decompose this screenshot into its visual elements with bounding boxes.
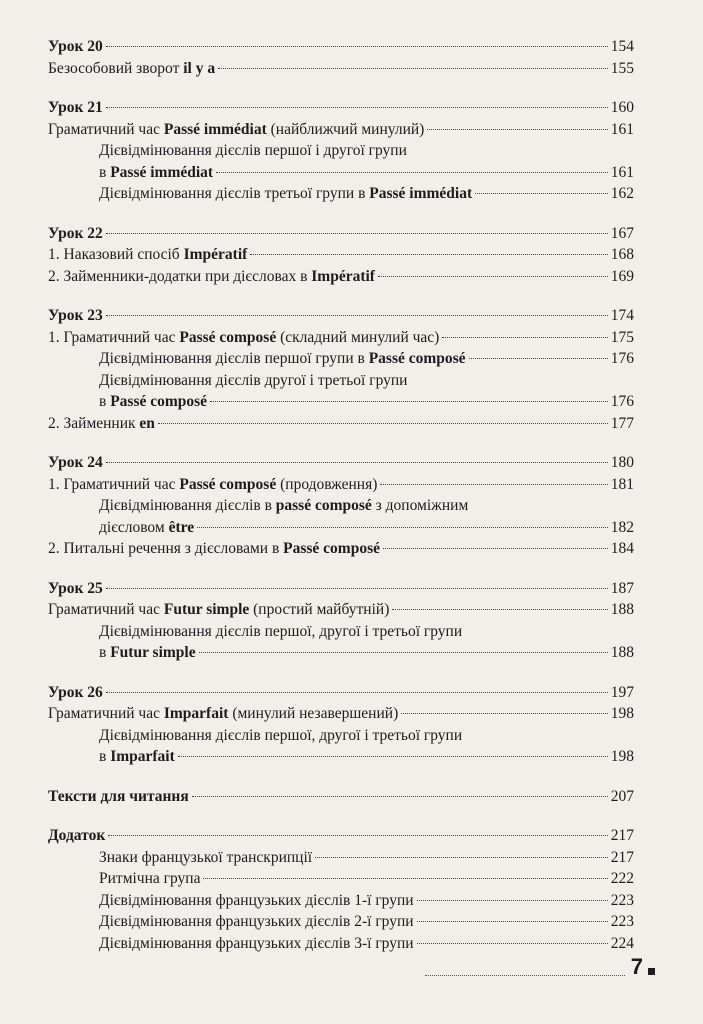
toc-page-number: 182: [610, 518, 634, 536]
toc-lesson-heading: [48, 825, 634, 847]
toc-page-number: 161: [610, 163, 634, 181]
toc-section: [48, 36, 634, 79]
toc-dot-leader: [315, 857, 608, 858]
toc-entry: [48, 327, 634, 349]
toc-entry-title: [48, 703, 398, 725]
toc-entry-title: [48, 327, 439, 349]
toc-dot-leader: [442, 337, 607, 338]
toc-entry: [48, 495, 634, 517]
toc-page-number: 198: [610, 748, 634, 765]
toc-dot-leader: [216, 172, 608, 173]
toc-dot-leader: [417, 900, 608, 901]
toc-entry-title: [99, 495, 468, 517]
toc-entry-text: в: [99, 163, 111, 181]
toc-entry: [48, 183, 634, 205]
toc-dot-leader: [158, 423, 608, 424]
toc-entry-text: 1. Граматичний час: [48, 475, 180, 493]
toc-entry-text: Дієвідмінювання дієслів першої, другої і третьої групи: [99, 622, 463, 640]
toc-entry-text: 2. Займенник: [48, 414, 140, 432]
toc-entry-text: Дієвідмінювання дієслів третьої групи в: [99, 185, 370, 202]
toc-entry-title: [99, 517, 194, 539]
toc-entry: [48, 391, 634, 413]
toc-entry: [48, 868, 634, 890]
toc-section: [48, 578, 634, 664]
toc-page-number: 175: [610, 328, 634, 346]
toc-entry-title: [48, 474, 377, 496]
toc-entry-title: [99, 140, 407, 162]
toc-page-number: 217: [610, 848, 634, 866]
toc-entry-text: Урок 24: [48, 454, 103, 471]
toc-lesson-heading: [48, 786, 634, 808]
toc-page-number: 187: [610, 579, 634, 597]
toc-dot-leader: [106, 46, 608, 47]
toc-entry: [48, 642, 634, 664]
toc-entry-text: 2. Займенники-додатки при дієсловах в: [48, 267, 312, 285]
toc-page-number: 184: [610, 540, 634, 557]
toc-entry-title: [48, 682, 103, 704]
toc-lesson-heading: [48, 682, 634, 704]
toc-entry-title: [99, 162, 213, 184]
toc-entry-title: [48, 97, 103, 119]
toc-entry-title: [48, 413, 155, 435]
toc-entry-text: Додаток: [48, 827, 106, 844]
toc-dot-leader: [178, 756, 608, 757]
toc-entry: [48, 621, 634, 643]
toc-entry-text: Безособовий зворот: [48, 59, 184, 77]
toc-dot-leader: [106, 233, 608, 234]
toc-entry-text: Futur simple: [163, 601, 250, 618]
toc-dot-leader: [380, 484, 607, 485]
toc-entry-text: être: [168, 518, 195, 536]
toc-entry: [48, 140, 634, 162]
toc-dot-leader: [401, 713, 608, 714]
toc-section: [48, 825, 634, 954]
toc-entry-text: Passé composé: [283, 540, 381, 557]
toc-page-number: 217: [610, 827, 634, 844]
toc-page-number: 177: [610, 414, 634, 432]
toc-entry-text: Урок 25: [48, 579, 103, 597]
toc-entry-title: [48, 825, 105, 847]
toc-entry-title: [48, 452, 103, 474]
toc-dot-leader: [106, 462, 608, 463]
toc-entry: [48, 746, 634, 768]
toc-entry: [48, 413, 634, 435]
toc-entry: [48, 599, 634, 621]
toc-entry-text: (минулий незавершений): [228, 705, 399, 722]
toc-entry-title: [48, 244, 247, 266]
toc-entry: [48, 244, 634, 266]
toc-entry: [48, 933, 634, 955]
toc-dot-leader: [192, 796, 608, 797]
toc-dot-leader: [106, 315, 608, 316]
toc-page-number: 160: [610, 99, 634, 116]
toc-dot-leader: [106, 588, 608, 589]
toc-section: [48, 223, 634, 288]
toc-entry-title: [48, 58, 215, 80]
toc-page-number: 197: [610, 683, 634, 701]
toc-entry-title: [99, 868, 200, 890]
toc-page-number: 224: [610, 934, 634, 952]
toc-entry: [48, 517, 634, 539]
toc-entry-title: [99, 725, 462, 747]
toc-entry-text: Урок 22: [48, 224, 103, 242]
toc-entry-text: Impératif: [311, 267, 375, 285]
toc-section: [48, 682, 634, 768]
toc-section: [48, 786, 634, 808]
toc-entry-text: il y a: [183, 59, 216, 77]
toc-dot-leader: [383, 548, 608, 549]
toc-entry-title: [99, 847, 312, 869]
toc-dot-leader: [475, 193, 608, 194]
toc-entry-title: [48, 305, 103, 327]
toc-entry-text: en: [139, 414, 155, 432]
toc-entry-title: [99, 933, 414, 955]
toc-entry: [48, 725, 634, 747]
toc-entry-text: Passé immédiat: [163, 120, 267, 138]
toc-page-number: 168: [610, 246, 634, 263]
toc-entry-text: Урок 21: [48, 99, 103, 116]
toc-section: [48, 452, 634, 560]
toc-entry-text: з допоміжним: [371, 497, 469, 514]
toc-lesson-heading: [48, 36, 634, 58]
toc-dot-leader: [199, 652, 608, 653]
toc-entry: [48, 847, 634, 869]
toc-dot-leader: [469, 358, 608, 359]
toc-dot-leader: [197, 527, 608, 528]
toc-entry-text: 1. Наказовий спосіб: [48, 246, 184, 263]
toc-entry-text: Passé composé: [179, 328, 277, 346]
toc-dot-leader: [106, 692, 608, 693]
toc-entry-text: Passé composé: [368, 350, 466, 367]
toc-entry-text: Passé composé: [179, 475, 277, 493]
toc-lesson-heading: [48, 223, 634, 245]
toc-dot-leader: [108, 835, 608, 836]
toc-entry-text: Passé composé: [110, 393, 208, 410]
toc-page-number: 188: [610, 601, 634, 618]
toc-entry-text: Дієвідмінювання французьких дієслів 1-ї групи: [99, 891, 414, 909]
toc-entry-text: дієсловом: [99, 518, 169, 536]
toc-page-number: 162: [610, 185, 634, 202]
toc-entry-title: [99, 183, 472, 205]
toc-dot-leader: [427, 129, 607, 130]
toc-entry-title: [48, 578, 103, 600]
toc-entry-text: Imparfait: [110, 748, 175, 765]
toc-entry: [48, 474, 634, 496]
toc-entry-title: [99, 621, 462, 643]
toc-dot-leader: [250, 254, 607, 255]
toc-entry-text: (складний минулий час): [276, 328, 440, 346]
toc-entry-text: Знаки французької транскрипції: [99, 848, 313, 866]
toc-page-number: 176: [610, 350, 634, 367]
toc-entry: [48, 538, 634, 560]
toc-entry-text: Урок 20: [48, 38, 103, 55]
toc-entry-text: Урок 23: [48, 307, 103, 324]
toc-entry-title: [48, 36, 103, 58]
toc-page-number: 198: [610, 705, 634, 722]
page-footer: [425, 954, 655, 984]
toc-entry-text: Дієвідмінювання дієслів другої і третьої групи: [99, 371, 408, 389]
toc-dot-leader: [218, 68, 608, 69]
toc-entry-title: [99, 911, 414, 933]
toc-entry-text: Дієвідмінювання дієслів першої і другої групи: [99, 142, 407, 159]
toc-lesson-heading: [48, 97, 634, 119]
toc-page-number: 180: [610, 454, 634, 471]
toc-entry-text: в: [99, 393, 111, 410]
toc-entry-title: [48, 119, 424, 141]
toc-entry-text: Дієвідмінювання дієслів першої групи в: [99, 350, 369, 367]
toc-page-number: 188: [610, 644, 634, 661]
toc-entry-text: 1. Граматичний час: [48, 328, 180, 346]
toc-dot-leader: [417, 921, 608, 922]
page-number: 7: [630, 954, 643, 979]
toc-entry-text: Futur simple: [110, 644, 196, 661]
toc-entry-title: [99, 370, 407, 392]
table-of-contents: [48, 36, 634, 972]
toc-entry-text: (простий майбутній): [249, 601, 390, 618]
toc-lesson-heading: [48, 452, 634, 474]
toc-page-number: 161: [610, 120, 634, 138]
toc-entry: [48, 162, 634, 184]
footer-dot-leader: [425, 975, 625, 976]
toc-entry: [48, 370, 634, 392]
toc-entry-text: (найближчий минулий): [266, 120, 425, 138]
toc-entry-title: [99, 642, 196, 664]
toc-entry-title: [99, 746, 175, 768]
toc-entry-title: [48, 266, 375, 288]
toc-dot-leader: [106, 107, 608, 108]
toc-entry-text: passé composé: [275, 497, 372, 514]
toc-entry-text: Граматичний час: [48, 601, 164, 618]
toc-entry-text: в: [99, 644, 111, 661]
toc-entry-text: Урок 26: [48, 683, 103, 701]
toc-entry-text: Impératif: [183, 246, 248, 263]
toc-entry-text: Imparfait: [163, 705, 229, 722]
toc-page-number: 155: [610, 59, 634, 77]
toc-dot-leader: [392, 609, 607, 610]
toc-page-number: 174: [610, 307, 634, 324]
toc-entry-title: [99, 890, 414, 912]
toc-dot-leader: [203, 878, 607, 879]
toc-entry-title: [48, 538, 380, 560]
toc-entry-text: Граматичний час: [48, 120, 164, 138]
toc-page-number: 223: [610, 891, 634, 909]
toc-entry-title: [48, 786, 189, 808]
toc-dot-leader: [417, 943, 608, 944]
toc-entry-text: Дієвідмінювання дієслів першої, другої і третьої групи: [99, 726, 463, 744]
toc-entry-title: [48, 599, 389, 621]
toc-entry-text: (продовження): [276, 475, 378, 493]
toc-entry-text: Passé immédiat: [369, 185, 473, 202]
toc-entry-title: [99, 348, 466, 370]
toc-page-number: 167: [610, 224, 634, 242]
toc-entry-text: Дієвідмінювання французьких дієслів 3-ї групи: [99, 934, 414, 952]
toc-entry-text: в: [99, 748, 111, 765]
toc-page-number: 169: [610, 267, 634, 285]
toc-lesson-heading: [48, 305, 634, 327]
toc-entry: [48, 58, 634, 80]
toc-entry-text: Passé immédiat: [110, 163, 214, 181]
toc-entry: [48, 703, 634, 725]
toc-entry-text: Тексти для читання: [48, 787, 189, 805]
toc-page-number: 154: [610, 38, 634, 55]
toc-dot-leader: [378, 276, 608, 277]
toc-page-number: 176: [610, 393, 634, 410]
toc-entry-text: 2. Питальні речення з дієсловами в: [48, 540, 284, 557]
toc-lesson-heading: [48, 578, 634, 600]
toc-entry: [48, 119, 634, 141]
toc-section: [48, 97, 634, 205]
toc-entry-text: Граматичний час: [48, 705, 164, 722]
toc-entry: [48, 890, 634, 912]
toc-entry-text: Дієвідмінювання французьких дієслів 2-ї групи: [99, 913, 414, 930]
toc-entry-text: Дієвідмінювання дієслів в: [99, 497, 276, 514]
toc-entry: [48, 266, 634, 288]
toc-entry: [48, 348, 634, 370]
toc-page-number: 181: [610, 475, 634, 493]
toc-entry: [48, 911, 634, 933]
toc-dot-leader: [210, 401, 608, 402]
toc-page-number: 222: [610, 870, 634, 887]
toc-page-number: 207: [610, 787, 634, 805]
toc-entry-text: Ритмічна група: [99, 870, 201, 887]
toc-page-number: 223: [610, 913, 634, 930]
footer-square-mark: [648, 968, 655, 975]
toc-entry-title: [48, 223, 103, 245]
toc-section: [48, 305, 634, 434]
toc-entry-title: [99, 391, 207, 413]
